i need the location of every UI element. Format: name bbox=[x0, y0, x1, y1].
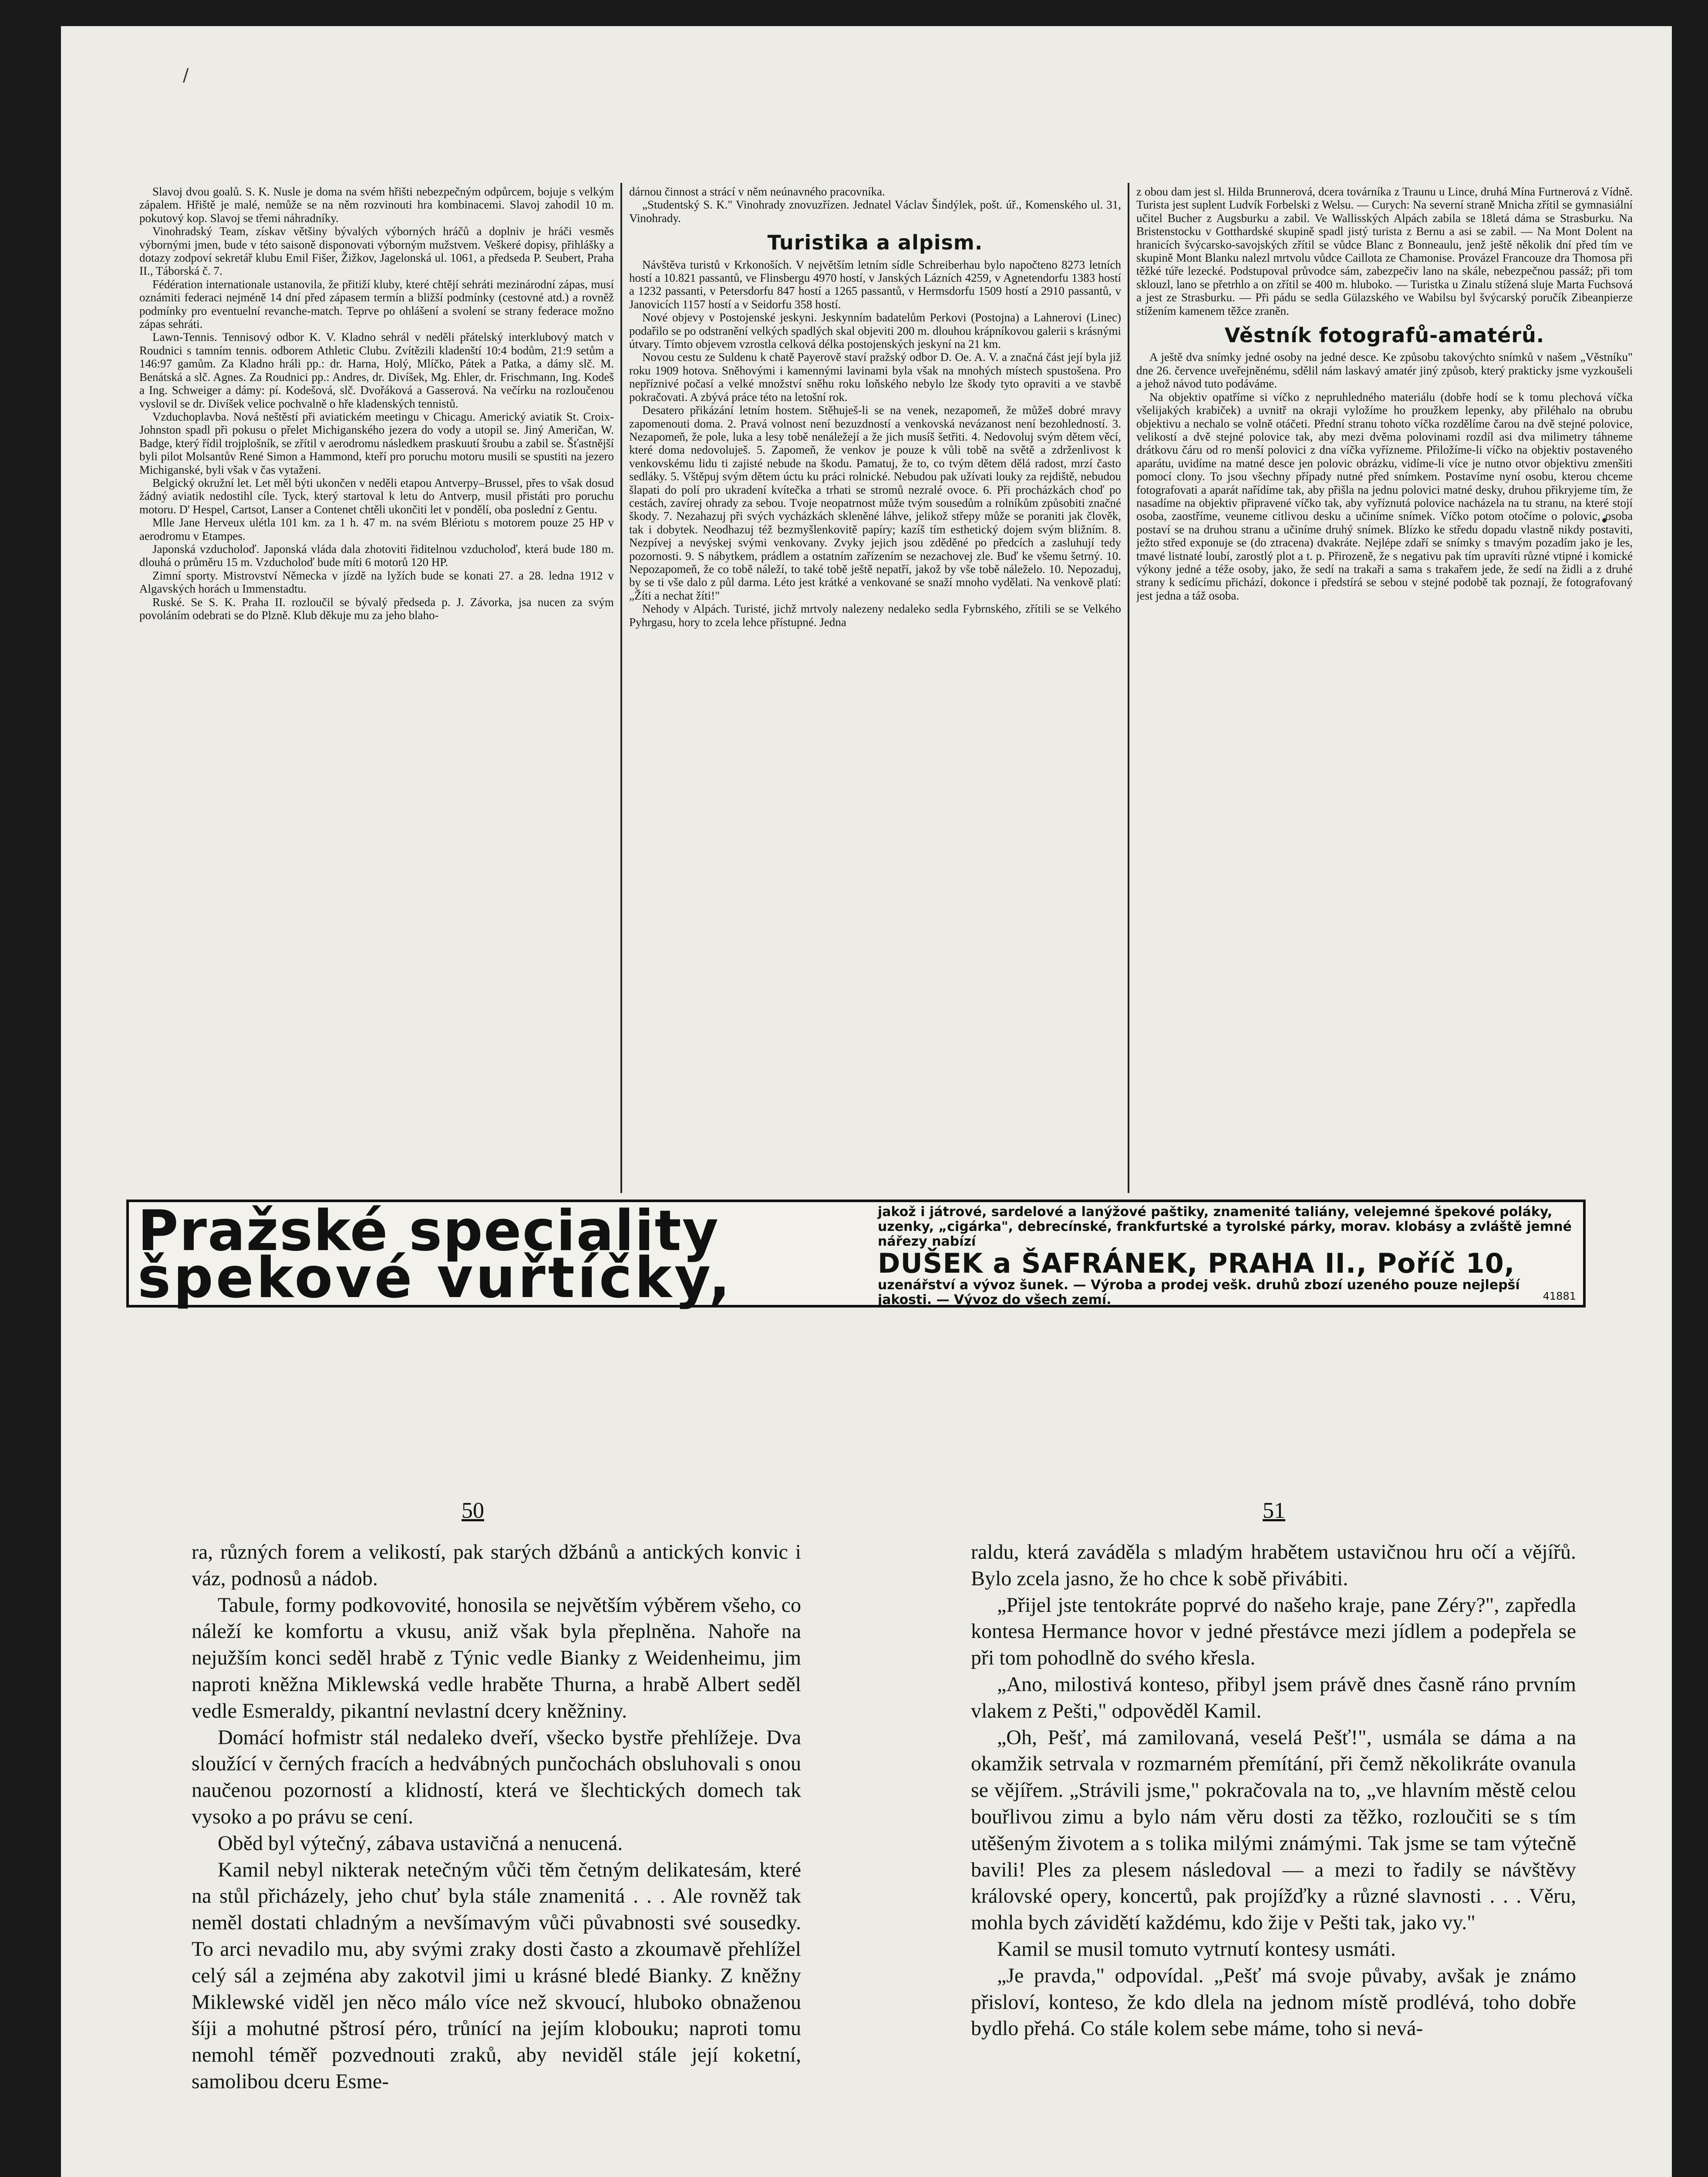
book-paragraph: „Je pravda," odpovídal. „Pešť má svoje půvaby, avšak je známo přisloví, konteso, že kdo dlela na jednom místě prodlévá, toho dobře bydlo přehá. Co stále kolem sebe máme, toho si nevá- bbox=[971, 1964, 1576, 2040]
page-number-right: 51 bbox=[1263, 1498, 1285, 1523]
news-paragraph: „Studentský S. K." Vinohrady znovuzřízen. Jednatel Václav Šindýlek, pošt. úř., Komenského ul. 31, Vinohrady. bbox=[629, 198, 1121, 225]
news-paragraph: Fédération internationale ustanovila, že přitiží kluby, které chtějí sehráti mezinárodní zápas, musí oznámiti federaci nejméně 14 dní před zápasem termín a bližší podmínky (cestovné atd.) a rovněž podmínky pro eventuelní revanche-match. Teprve po ohlášení a svolení se strany federace možno zápas sehráti. bbox=[139, 277, 614, 331]
book-paragraph: Oběd byl výtečný, zábava ustavičná a nenucená. bbox=[218, 1831, 623, 1855]
book-paragraph: Kamil nebyl nikterak netečným vůči těm četným delikatesám, které na stůl přicházely, jeho chuť byla stále znamenitá . . . Ale rovněž tak neměl dostati chladným a nevšímavým vůči půvabnosti své sousedky. To arci nevadilo mu, aby svými zraky dosti často a zkoumavě přehlížel celý sál a zejména aby zakotvil jimi u krásné bledé Bianky. Z kněžny Miklewské viděl jen něco málo více než skvoucí, hluboko obnaženou šíji a mohutné pštrosí péro, trůnící na jejím klobouku; naproti tomu nemohl téměř pozvednouti zraků, aby neviděl stále její koketní, samolibou dceru Esme- bbox=[192, 1858, 801, 2093]
ad-firm-name: DUŠEK a ŠAFRÁNEK, PRAHA II., Poříč 10, bbox=[878, 1247, 1515, 1279]
news-paragraph: Mlle Jane Herveux ulétla 101 km. za 1 h. 47 m. na svém Blériotu s motorem pouze 25 HP v aerodromu v Etampes. bbox=[139, 516, 614, 543]
news-paragraph: Slavoj dvou goalů. S. K. Nusle je doma na svém hřišti nebezpečným odpůrcem, bojuje s velkým zápalem. Hřiště je malé, nemůže se na něm rozvinouti hra kombinacemi. Slavoj zahodil 10 m. pokutový kop. Slavoj se třemi náhradníky. bbox=[139, 185, 614, 225]
ad-text-block bbox=[878, 1205, 1574, 1308]
book-page-left bbox=[192, 1539, 801, 2177]
news-paragraph: Na objektiv opatříme si víčko z nepruhledného materiálu (dobře hodí se k tomu plechová víčka všelijakých krabiček) a uvnitř na okraji vyložíme ho proužkem lepenky, aby přiléhalo na obrubu objektivu a nechalo se volně otáčeti. Přední stranu tohoto víčka rozdělíme čarou na dvě stejné polovice, velikostí a dvě stejné polovice tak, aby mezi dvěma polovinami rozdíl asi dva milimetry táhneme drátkovu čáru od ro menší polovici z dna víčka vyřízneme. Přiložíme-li víčko na objektiv postaveného aparátu, uvidíme na matné desce jen polovic obrázku, vidíme-li více je nutno otvor objektivu zmenšiti pomocí clony. To jsou všechny případy nutné před snímkem. Postavíme nyní osobu, kterou chceme fotografovati a aparát nařídíme tak, aby přišla na jednu polovici matné desky, druhou přikryjeme tím, že nasadíme na objektiv připravené víčko tak, aby vyříznutá polovice nacházela na tu stranu, na které stojí osoba, zaostříme, veuneme citlivou desku a učiníme snímek. Víčko potom otočíme o polovic, osoba postaví se na druhou stranu a učiníme druhý snímek. Blízko ke středu dopadu vlastně nikdy postaviti, ježto střed exponuje se (do ztracena) dvakráte. Nejlépe zdaří se snímky s tmavým pozadím jako je les, tmavé listnaté loubí, zarostlý plot a t. p. Přirozeně, že s negativu pak tím upravíti různé vtipné i komické výkony jedné a téže osoby, jako, že sedí na trakaři a sama s trakařem jede, že sedí na židli a z druhé strany k sedícímu přichází, dokonce i předstírá se sebou v stejné podobě tak poznají, že fotografovaný jest jedna a táž osoba. bbox=[1136, 390, 1633, 602]
news-paragraph: z obou dam jest sl. Hilda Brunnerová, dcera továrníka z Traunu u Lince, druhá Mína Furtnerová z Vídně. Turista jest suplent Ludvík Forbelski z Welsu. — Curych: Na severní straně Mnicha zřítil se gymnasiální učitel Bucher z Augsburku a zabil. Ve Wallisských Alpách zabila se 18letá dáma se Strasburku. Na Bristenstocku v Gotthardské skupině spadl jistý turista z Bernu a asi se zabil. — Na Mont Dolent na hranicích švýcarsko-savojských zřítil se vůdce Blanc z Bonneaulu, jenž ještě několik dní před tím ve skupině Mont Blanku nalezl mrtvolu vůdce Caillota ze Chamonise. Provázel Francouze dra Thomosa při těžké túře lezecké. Podstupoval průvodce sám, zabezpečiv lano na skále, nebezpečnou passáž; při tom sklouzl, lano se přetrhlo a on zřítil se 400 m. hluboko. — Turistka u Zinalu stížená sluje Marta Fuchsová a jest ze Strasburku. — Při pádu se sedla Gülazského ve Wabilsu byl švýcarský poručík Zibeanpierze stížením kamenem těžce zraněn. bbox=[1136, 185, 1633, 317]
ink-tick-top-left: / bbox=[183, 65, 189, 85]
book-paragraph: „Oh, Pešť, má zamilovaná, veselá Pešť!", usmála se dáma a na okamžik setrvala v rozmarném přemítání, při čemž několikráte ovanula se vějířem. „Strávili jsme," pokračovala na to, „ve hlavním městě celou bouřlivou zimu a bylo nám věru dosti za těžko, rozloučiti se s tím utěšeným životem a s tolika milými známými. Tak jsme se tam výtečně bavili! Ples za plesem následoval — a mezi to řadily se návštěvy královské opery, koncertů, pak projížďky a různé slavnosti . . . Věru, mohla bych závidětí každému, kdo žije v Pešti tak, jako vy." bbox=[971, 1725, 1576, 1934]
ad-headline-2: špekové vuřtíčky, bbox=[138, 1246, 733, 1311]
book-paragraph: Domácí hofmistr stál nedaleko dveří, všecko bystře přehlížeje. Dva sloužící v černých fracích a hedvábných punčochách obsluhovali s onou naučenou pozorností a klidností, která ve šlechtických domech tak vysoko a po právu se cení. bbox=[192, 1725, 801, 1828]
news-paragraph: Nehody v Alpách. Turisté, jichž mrtvoly nalezeny nedaleko sedla Fybrnského, zřítili se se Velkého Pyhrgasu, hory to zcela lehce přístupné. Jedna bbox=[629, 602, 1121, 629]
news-paragraph: Desatero přikázání letním hostem. Stěhuješ-li se na venek, nezapomeň, že můžeš dobré mravy zapomenouti doma. 2. Pravá volnost není bezuzdností a venkovská nevázanost není bezohledností. 3. Nezapomeň, že pole, luka a lesy tobě nenáležejí a že jich musíš šetřiti. 4. Nedovoluj svým dětem věcí, které doma nedovoluješ. 5. Zapomeň, že venkov je pouze k vůli tobě na světě a zdrženlivost k venkovskému lidu ti zajisté nebude na škodu. Pamatuj, že to, co tvým dětem dělá radost, mrzí často sedláky. 5. Vštěpuj svým dětem úctu ku práci rolnické. Nebudou pak užívati louky za rejdiště, nebudou šlapati do polí pro ukradení kvítečka a trhati se stromů nezralé ovoce. 6. Při procházkách choď po cestách, zavírej ohrady za sebou. Tvoje neopatrnost může tvým sousedům a rolníkům způsobiti značné škody. 7. Nezahazuj při svých vycházkách skleněné láhve, jelikož střepy může se poraniti jak člověk, tak i dobytek. Neodhazuj též bezmyšlenkovitě papíry; kazíš tím esthetický dojem svým bližním. 8. Nezpívej a nevýskej svými venkovany. Zvyky jejich jsou zděděné po předcích a zasluhují tedy pozornosti. 9. S nábytkem, prádlem a ostatním zařízením se nezachovej zle. Buď ke všemu šetrný. 10. Nepozapomeň, že co tobě náleží, to také tobě ještě nepatří, jakož by vše tobě náleželo. 10. Nepozaduj, by se ti vše dalo z půl darma. Léto jest krátké a venkované se snaží mnoho vydělati. Na venkově platí: „Žíti a nechat žíti!" bbox=[629, 404, 1121, 602]
news-paragraph: Japonská vzducholoď. Japonská vláda dala zhotoviti řiditelnou vzducholoď, která bude 180 m. dlouhá o průměru 15 m. Vzducholoď bude míti 6 motorů 120 HP. bbox=[139, 542, 614, 569]
column-rule bbox=[1128, 183, 1129, 1193]
ad-text-1: jakož i játrové, sardelové a lanýžové paštiky, znamenité taliány, velejemné špekové poláky, uzenky, „cigárka", debrecínské, frankfurtské a tyrolské párky, morav. klobásy a zvláště jemné nářezy nabízí bbox=[878, 1204, 1572, 1249]
ad-number: 41881 bbox=[1543, 1290, 1576, 1302]
news-paragraph: Nové objevy v Postojenské jeskyni. Jeskynním badatelům Perkovi (Postojna) a Lahnerovi (Linec) podařilo se po odstranění velkých spadlých skal objeviti 200 m. dlouhou krápníkovou galerii s krásnými útvary. Tímto objevem vzrostla celková délka postojenských jeskyní na 21 km. bbox=[629, 311, 1121, 351]
news-column-2 bbox=[629, 185, 1121, 1195]
news-paragraph: A ještě dva snímky jedné osoby na jedné desce. Ke způsobu takovýchto snímků v našem „Věstníku" dne 26. července uveřejněnému, sdělil nám laskavý amatér jiný způsob, který prakticky jsme vyzkoušeli a jehož návod tuto podáváme. bbox=[1136, 350, 1633, 391]
advertisement bbox=[126, 1199, 1586, 1311]
book-paragraph: ra, různých forem a velikostí, pak starých džbánů a antických konvic i váz, podnosů a nádob. bbox=[192, 1540, 801, 1590]
column-rule bbox=[620, 183, 622, 1193]
news-column-1 bbox=[139, 185, 614, 1195]
news-paragraph: Novou cestu ze Suldenu k chatě Payerově staví pražský odbor D. Oe. A. V. a značná část její byla již roku 1909 hotova. Sněhovými i kamennými lavinami byla však na mnohých místech spustošena. Pro nepříznivé počasí a velké množství sněhu roku loňského nebylo lze škody tyto opraviti a ve stavbě pokračovati. A zbývá práce této na letošní rok. bbox=[629, 350, 1121, 404]
news-paragraph: Ruské. Se S. K. Praha II. rozloučil se bývalý předseda p. J. Závorka, jsa nucen za svým povoláním odebrati se do Plzně. Klub děkuje mu za jeho blaho- bbox=[139, 595, 614, 622]
page-number-left: 50 bbox=[462, 1498, 484, 1523]
news-paragraph: Belgický okružní let. Let měl býti ukončen v neděli etapou Antverpy–Brussel, přes to však dosud žádný aviatik nedostihl cíle. Tyck, který startoval k letu do Antverp, musil přistáti pro poruchu motoru. D' Hespel, Cartsot, Lanser a Contenet chtěli ukončiti let v pondělí, oba poslední z Gentu. bbox=[139, 476, 614, 516]
section-heading-vestnik: Věstník fotografů-amatérů. bbox=[1224, 324, 1545, 347]
section-heading-turistika: Turistika a alpism. bbox=[767, 231, 983, 255]
news-paragraph: Zimní sporty. Mistrovství Německa v jízdě na lyžích bude se konati 27. a 28. ledna 1912 v Algavských horách u Immenstadtu. bbox=[139, 569, 614, 596]
book-page-right bbox=[971, 1539, 1576, 2177]
book-paragraph: Tabule, formy podkovovité, honosila se největším výběrem všeho, co náleží ke komfortu a vkusu, aniž však byla přeplněna. Nahoře na nejužším konci seděl hrabě z Týnic vedle Bianky z Weidenheimu, jim naproti kněžna Miklewská vedle hraběte Thurna, a hrabě Albert seděl vedle Esmeraldy, pikantní nevlastní dcery kněžniny. bbox=[192, 1593, 801, 1722]
book-paragraph: raldu, která zaváděla s mladým hrabětem ustavičnou hru očí a vějířů. Bylo zcela jasno, že ho chce k sobě přivábiti. bbox=[971, 1540, 1576, 1590]
book-paragraph: „Přijel jste tentokráte poprvé do našeho kraje, pane Zéry?", zapředla kontesa Hermance hovor v jedné přestávce mezi jídlem a podepřela se při tom pohodlně do svého křesla. bbox=[971, 1593, 1576, 1670]
ad-headline-1: Pražské speciality bbox=[138, 1199, 720, 1264]
news-paragraph: Návštěva turistů v Krkonoších. V největším letním sídle Schreiberhau bylo napočteno 8273 letních hostí a 10.821 passantů, ve Flinsbergu 4970 hostí, v Janských Lázních 4259, v Agnetendorfu 1383 hostí a 1232 passanti, v Petersdorfu 847 hostí a 1265 passantů, v Hermsdorfu 1509 hostí a 2910 passantů, v Janovicích 1157 hostí a v Seidorfu 358 hostí. bbox=[629, 258, 1121, 311]
book-paragraph: „Ano, milostivá konteso, přibyl jsem právě dnes časně ráno prvním vlakem z Pešti," odpověděl Kamil. bbox=[971, 1672, 1576, 1722]
news-paragraph: Lawn-Tennis. Tennisový odbor K. V. Kladno sehrál v neděli přátelský interklubový match v Roudnici s tamním tennis. odborem Athletic Clubu. Zvítězili kladenští 10:4 bodům, 21:9 setům a 146:97 gamům. Za Kladno hráli pp.: dr. Harna, Holý, Mlíčko, Pátek a Patka, a dámy slč. M. Benátská a slč. Agnes. Za Roudnici pp.: Andres, dr. Divíšek, Mg. Ehler, dr. Frischmann, Ing. Kodeš a Ing. Schweiger a dámy: pí. Kodešová, slč. Dvořáková a Gasserová. Na večírku na rozloučenou vyslovil se dr. Divíšek velice pochvalně o hře kladenských tennistů. bbox=[139, 330, 614, 410]
news-paragraph: Vinohradský Team, získav většiny bývalých výborných hráčů a doplniv je hráči vesměs výbornými jmen, bude v této saisoně disponovati výborným mužstvem. Veškeré dopisy, přihlášky a dotazy zodpoví sekretář klubu Emil Fišer, Žižkov, Jagelonská ul. 1061, a předseda P. Seubert, Praha II., Táborská č. 7. bbox=[139, 225, 614, 278]
news-paragraph: Vzduchoplavba. Nová neštěstí při aviatickém meetingu v Chicagu. Americký aviatik St. Croix-Johnston spadl při pokusu o přelet Michiganského jezera do vody a utopil se. Jiný Američan, W. Badge, který řídil trojplošník, se zřítil v aerodromu následkem praskuutí šroubu a zabil se. Šťastnější byli pilot Molsantův René Simon a Hammond, kteří pro poruchu motoru musili se spustiti na jezero Michiganské, byli však v čas vytaženi. bbox=[139, 410, 614, 476]
news-paragraph: dárnou činnost a strácí v něm neúnavného pracovníka. bbox=[629, 185, 885, 198]
news-column-3 bbox=[1136, 185, 1633, 1195]
ad-text-2: uzenářství a vývoz šunek. — Výroba a prodej vešk. druhů zbozí uzeného pouze nejlepší jakosti. — Vývoz do všech zemí. bbox=[878, 1277, 1520, 1308]
book-paragraph: Kamil se musil tomuto vytrnutí kontesy usmáti. bbox=[997, 1937, 1396, 1961]
